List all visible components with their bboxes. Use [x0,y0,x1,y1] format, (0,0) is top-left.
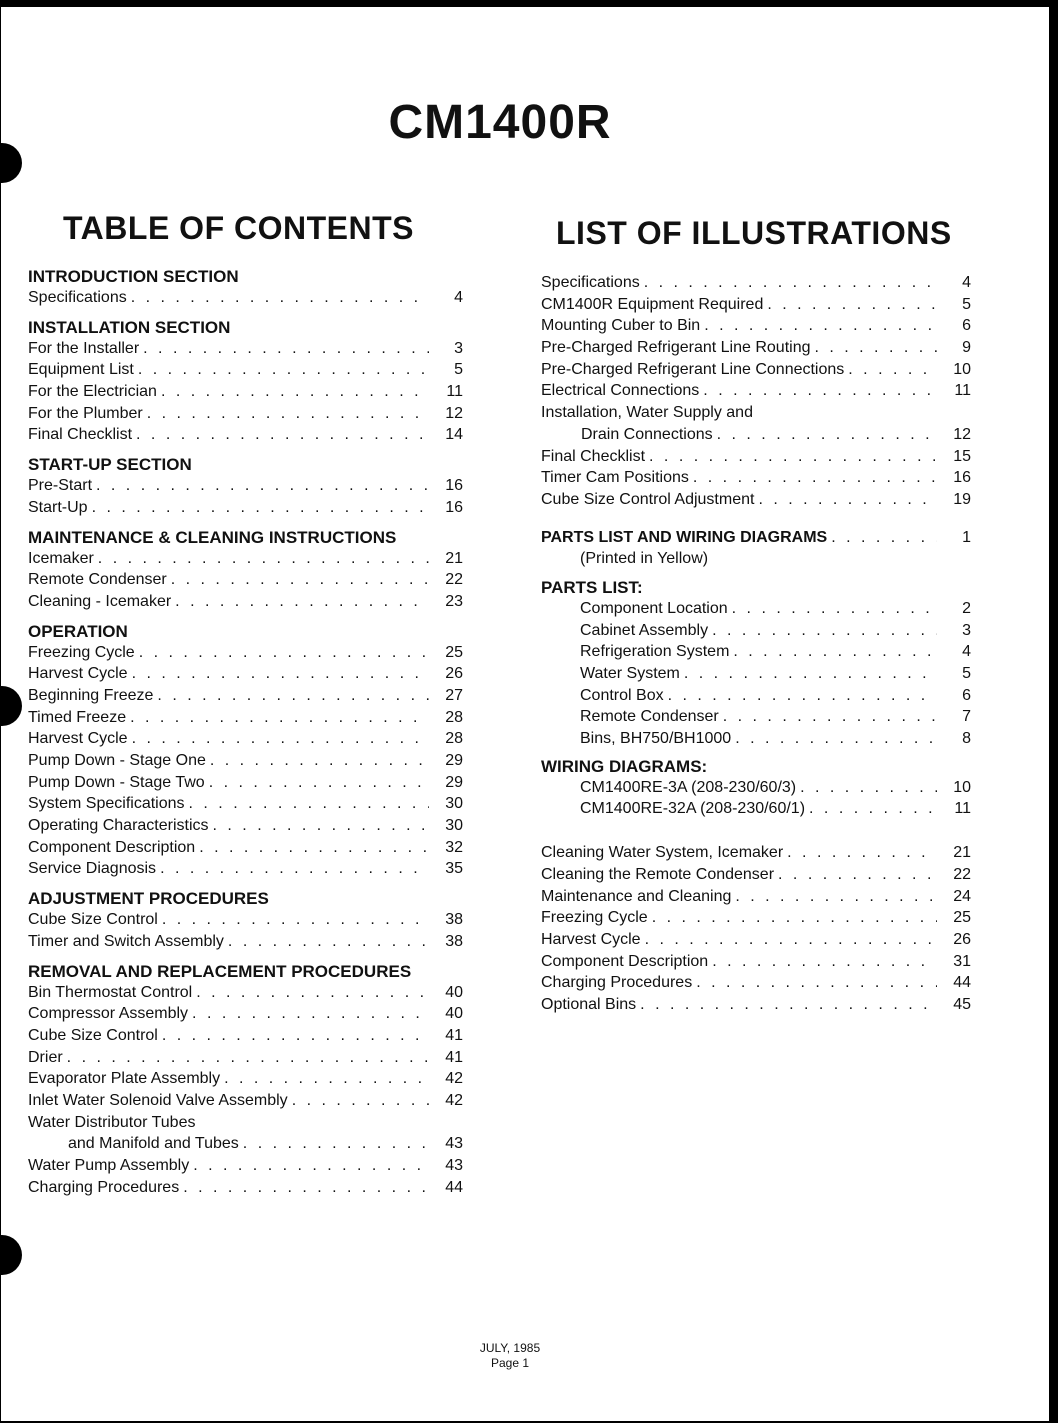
contents-entry [28,815,463,837]
entry-page-number: 45 [953,995,971,1013]
leader-dots [827,527,937,549]
contents-entry [28,685,463,707]
contents-entry [541,424,971,446]
entry-page-number: 4 [962,643,971,661]
section-heading: REMOVAL AND REPLACEMENT PROCEDURES [28,961,412,981]
contents-entry [541,272,971,294]
leader-dots [135,642,429,664]
entry-page-number: 23 [445,592,463,610]
contents-entry [580,620,971,642]
document-title: CM1400R [388,96,612,149]
contents-entry [28,1090,463,1112]
leader-dots [220,1068,429,1090]
entry-label: Harvest Cycle [541,930,641,948]
entry-label: Start-Up [28,498,88,516]
entry-page-number: 22 [953,865,971,883]
entry-page-number: 43 [445,1157,463,1174]
contents-entry [28,338,463,360]
contents-entry [28,982,463,1004]
leader-dots [128,663,429,685]
leader-dots [195,837,429,859]
contents-entry [580,663,971,685]
leader-dots [689,467,937,489]
contents-entry [541,359,971,381]
entry-label: Freezing Cycle [28,643,135,661]
contents-entry [541,929,971,951]
leader-dots [205,772,429,794]
entry-label: Water Distributor Tubes [28,1113,196,1131]
entry-page-number: 6 [962,317,971,335]
leader-dots [171,591,429,613]
entry-label: Icemaker [28,549,94,567]
entry-label: Electrical Connections [541,382,700,400]
footer-page: Page 1 [490,1356,530,1370]
leader-dots [805,798,937,820]
entry-page-number: 22 [445,571,463,589]
entry-page-number: 16 [445,477,463,495]
contents-entry [541,315,971,337]
contents-entry [580,777,971,799]
contents-entry [28,642,463,664]
entry-page-number: 29 [445,752,463,769]
entry-page-number: 26 [445,665,463,683]
contents-entry [28,403,463,425]
entry-label: Service Diagnosis [28,860,157,878]
entry-page-number: 25 [445,643,463,661]
entry-label: Cube Size Control [28,1026,158,1044]
contents-entry [541,489,971,511]
contents-entry [541,294,971,316]
section-heading: INSTALLATION SECTION [28,317,231,337]
entry-label: Evaporator Plate Assembly [28,1070,221,1088]
section-heading: INTRODUCTION SECTION [28,267,239,286]
entry-page-number: 6 [962,686,971,704]
leader-dots [713,424,937,446]
contents-entry [28,287,463,309]
entry-label: Bin Thermostat Control [28,983,193,1001]
entry-label: Drain Connections [581,425,713,443]
section-heading: START-UP SECTION [28,455,192,475]
entry-page-number: 19 [953,490,971,508]
footer [420,1341,600,1371]
leader-dots [763,294,937,316]
wiring-diagrams-items [541,777,971,820]
leader-dots [708,620,937,642]
contents-entry [28,750,463,772]
contents-entry [541,446,971,468]
entry-label: Charging Procedures [28,1178,180,1196]
leader-dots [810,337,937,359]
contents-entry [541,951,971,973]
leader-dots [192,982,429,1004]
leader-dots [728,598,937,620]
leader-dots [239,1133,429,1155]
entry-label: Drier [28,1048,63,1066]
leader-dots [680,663,937,685]
entry-label: Remote Condenser [580,708,719,726]
leader-dots [132,424,429,446]
contents-entry [28,793,463,815]
entry-page-number: 41 [445,1026,463,1044]
entry-label: Freezing Cycle [541,909,648,927]
entry-page-number: 41 [445,1048,463,1066]
entry-page-number: 40 [445,1005,463,1023]
entry-page-number: 10 [953,778,971,796]
leader-dots [63,1047,429,1069]
entry-label: Cleaning - Icemaker [28,592,172,610]
leader-dots [664,685,937,707]
illustrations-list [541,272,971,1016]
entry-page-number: 38 [445,932,463,950]
contents-entry [28,931,463,953]
entry-page-number: 44 [953,974,971,992]
entry-label: Cube Size Control [28,911,158,929]
entry-page-number: 32 [445,838,463,856]
contents-entry [28,858,463,880]
entry-label: Pump Down - Stage Two [28,773,205,791]
entry-page-number: 5 [962,295,971,313]
contents-entry [28,1025,463,1047]
entry-label: Cleaning the Remote Condenser [541,865,775,883]
entry-page-number: 29 [445,773,463,791]
entry-label: Compressor Assembly [28,1005,189,1023]
entry-label: Bins, BH750/BH1000 [580,730,732,748]
entry-page-number: 7 [962,708,971,726]
entry-label: and Manifold and Tubes [68,1135,239,1153]
entry-page-number: 3 [962,621,971,639]
contents-entry [541,337,971,359]
leader-dots [189,1155,429,1177]
leader-dots [134,359,429,381]
entry-label: For the Plumber [28,404,143,422]
entry-label: CM1400R Equipment Required [541,295,764,313]
entry-page-number: 8 [962,730,971,748]
entry-label: Harvest Cycle [28,730,128,748]
contents-entry [28,569,463,591]
contents-entry [28,728,463,750]
leader-dots [88,497,429,519]
entry-label: Operating Characteristics [28,817,209,835]
entry-label: Cube Size Control Adjustment [541,490,755,508]
footer-date: JULY, 1985 [479,1341,541,1355]
contents-entry [28,1003,463,1025]
contents-entry [580,685,971,707]
leader-dots [774,864,937,886]
leader-dots [731,886,937,908]
leader-dots [92,475,429,497]
entry-page-number: 11 [446,383,463,401]
contents-entry [580,728,971,750]
leader-dots [156,858,429,880]
scan-border-top [0,0,1058,7]
entry-page-number: 4 [962,274,971,291]
contents-entry [580,598,971,620]
entry-label: Harvest Cycle [28,665,128,683]
contents-entry [28,548,463,570]
scan-border-right [1049,0,1058,1423]
leader-dots [224,931,429,953]
entry-label: System Specifications [28,795,185,813]
parts-wiring-note: (Printed in Yellow) [580,550,709,568]
parts-list-heading: PARTS LIST: [541,577,643,597]
entry-label: Specifications [28,289,127,306]
entry-label: Optional Bins [541,995,637,1013]
entry-label: Charging Procedures [541,974,693,992]
entry-label: Timer Cam Positions [541,469,689,487]
contents-entry [28,591,463,613]
entry-page-number: 5 [962,665,971,682]
contents-entry [541,972,971,994]
entry-page-number: 38 [445,911,463,929]
entry-page-number: 12 [445,404,463,422]
contents-entry [28,707,463,729]
contents-entry [541,864,971,886]
contents-entry [580,641,971,663]
leader-dots [636,994,937,1016]
entry-page-number: 14 [445,426,463,444]
contents-entry [28,1155,463,1177]
section-heading: OPERATION [28,621,128,641]
entry-page-number: 3 [454,339,463,357]
entry-label: Component Description [541,952,709,970]
leader-dots [288,1090,429,1112]
entry-label: Installation, Water Supply and [541,404,753,422]
leader-dots [139,338,429,360]
leader-dots [179,1177,429,1199]
entry-page-number: 27 [445,686,463,704]
entry-page-number: 44 [445,1178,463,1196]
contents-entry [28,1068,463,1090]
section-heading: ADJUSTMENT PROCEDURES [28,889,269,909]
leader-dots [94,548,429,570]
entry-label: For the Electrician [28,383,157,401]
contents-entry [28,1112,463,1134]
leader-dots [729,641,937,663]
contents-entry [28,1047,463,1069]
contents-entry [580,798,971,820]
leader-dots [783,842,937,864]
toc-title: TABLE OF CONTENTS [63,210,414,246]
leader-dots [206,750,429,772]
contents-entry [541,380,971,402]
illustrations-title: LIST OF ILLUSTRATIONS [556,215,952,251]
leader-dots [640,272,937,294]
contents-entry [541,467,971,489]
entry-page-number: 12 [953,425,971,443]
leader-dots [699,380,937,402]
contents-entry [541,402,971,424]
entry-label: Final Checklist [541,447,646,465]
entry-page-number: 30 [445,817,463,835]
entry-page-number: 40 [445,983,463,1001]
entry-page-number: 16 [953,469,971,487]
contents-entry [541,842,971,864]
contents-entry [28,475,463,497]
entry-label: Component Description [28,838,196,856]
contents-entry [541,994,971,1016]
entry-label: Timed Freeze [28,708,127,726]
leader-dots [844,359,937,381]
contents-entry [541,886,971,908]
entry-label: Final Checklist [28,426,133,444]
contents-entry [28,359,463,381]
leader-dots [188,1003,429,1025]
entry-label: Cabinet Assembly [580,621,709,639]
parts-wiring-entry [541,527,971,549]
contents-entry [580,706,971,728]
entry-page-number: 28 [445,708,463,726]
contents-entry [28,1133,463,1155]
entry-page-number: 28 [445,730,463,748]
entry-label: Water Pump Assembly [28,1157,190,1174]
entry-label: Specifications [541,274,640,291]
entry-page-number: 9 [962,339,971,357]
entry-label: Pre-Charged Refrigerant Line Connections [541,360,845,378]
entry-label: Timer and Switch Assembly [28,932,224,950]
leader-dots [153,685,429,707]
entry-label: Maintenance and Cleaning [541,887,732,905]
entry-page-number: 5 [454,361,463,379]
entry-page-number: 24 [953,887,971,905]
leader-dots [692,972,937,994]
entry-label: Component Location [580,599,728,617]
parts-wiring-page: 1 [962,528,971,546]
leader-dots [158,909,429,931]
entry-label: Pre-Start [28,477,93,495]
entry-page-number: 2 [962,599,971,617]
leader-dots [128,728,429,750]
leader-dots [708,951,937,973]
contents-entry [28,381,463,403]
leader-dots [143,403,429,425]
leader-dots [167,569,429,591]
entry-page-number: 35 [445,860,463,878]
parts-wiring-heading: PARTS LIST AND WIRING DIAGRAMS [541,528,828,546]
leader-dots [127,287,429,309]
contents-entry [28,1177,463,1199]
contents-entry [28,837,463,859]
entry-page-number: 26 [953,930,971,948]
entry-label: Refrigeration System [580,643,730,661]
toc-list [28,267,463,1198]
entry-page-number: 42 [445,1091,463,1109]
entry-label: Remote Condenser [28,571,167,589]
entry-page-number: 15 [953,447,971,465]
wiring-diagrams-heading: WIRING DIAGRAMS: [541,756,708,776]
entry-page-number: 25 [953,909,971,927]
leader-dots [754,489,937,511]
entry-page-number: 30 [445,795,463,813]
entry-label: For the Installer [28,339,140,357]
entry-page-number: 42 [445,1070,463,1088]
leader-dots [157,381,429,403]
entry-label: Pre-Charged Refrigerant Line Routing [541,339,811,357]
parts-list-items [541,598,971,750]
entry-page-number: 4 [454,289,463,306]
leader-dots [209,815,429,837]
entry-label: Pump Down - Stage One [28,752,206,769]
entry-label: Equipment List [28,361,134,379]
illustrations-group-general [541,272,971,511]
entry-label: Mounting Cuber to Bin [541,317,701,335]
entry-page-number: 43 [445,1135,463,1153]
entry-page-number: 21 [953,844,971,862]
entry-page-number: 31 [953,952,971,970]
contents-entry [28,497,463,519]
leader-dots [648,907,937,929]
contents-entry [541,907,971,929]
entry-label: Control Box [580,686,664,704]
entry-label: Cleaning Water System, Icemaker [541,844,784,862]
leader-dots [731,728,937,750]
binder-hole-bottom [0,1235,22,1275]
entry-page-number: 10 [953,360,971,378]
contents-entry [28,909,463,931]
leader-dots [645,446,937,468]
leader-dots [158,1025,429,1047]
entry-label: Beginning Freeze [28,686,154,704]
illustrations-group-operation [541,842,971,1016]
entry-label: Water System [580,665,680,682]
leader-dots [641,929,937,951]
entry-page-number: 11 [954,382,971,400]
entry-page-number: 11 [954,800,971,818]
entry-page-number: 16 [445,498,463,516]
leader-dots [126,707,429,729]
entry-label: Inlet Water Solenoid Valve Assembly [28,1091,288,1109]
leader-dots [185,793,429,815]
contents-entry [28,663,463,685]
entry-label: CM1400RE-32A (208-230/60/1) [580,800,806,818]
leader-dots [700,315,937,337]
contents-entry [28,772,463,794]
leader-dots [719,706,937,728]
contents-entry [28,424,463,446]
entry-page-number: 21 [445,549,463,567]
entry-label: CM1400RE-3A (208-230/60/3) [580,778,797,796]
binder-hole-middle [0,686,22,726]
section-heading: MAINTENANCE & CLEANING INSTRUCTIONS [28,527,397,547]
leader-dots [796,777,937,799]
